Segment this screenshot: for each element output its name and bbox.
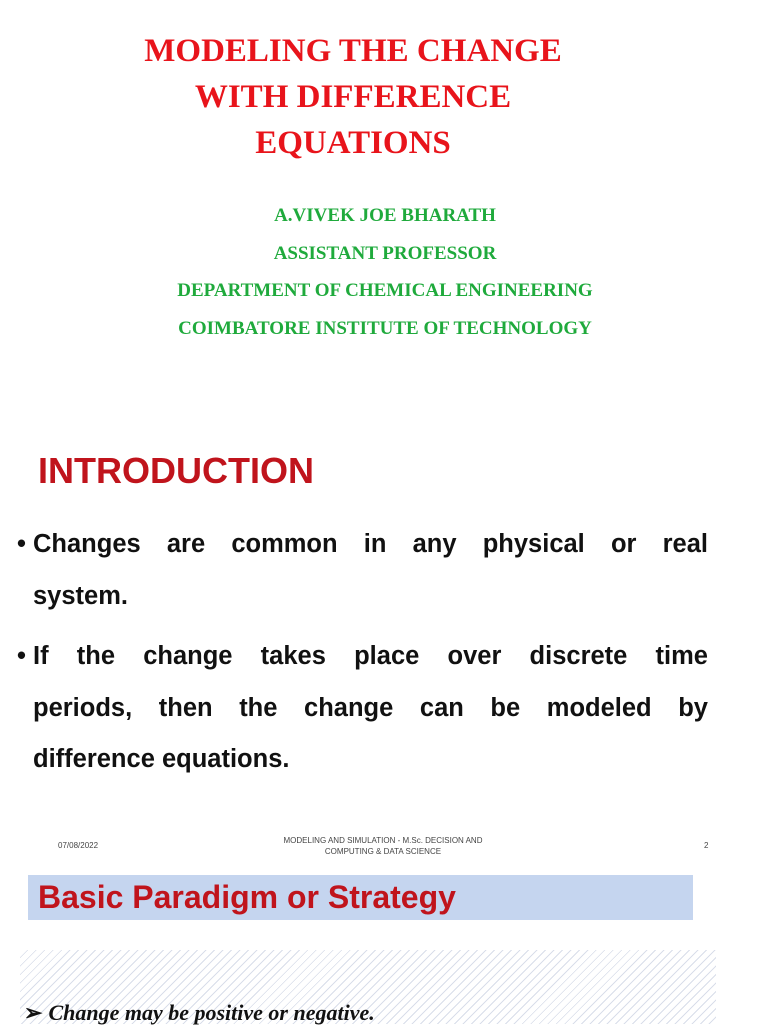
footer-course-line-1: MODELING AND SIMULATION - M.Sc. DECISION AND — [283, 836, 483, 845]
bullet-mark: • — [17, 530, 26, 558]
strategy-point-text: Change may be positive or negative. — [48, 1000, 375, 1025]
bullet-1-line-2: system. — [33, 581, 128, 610]
strategy-heading: Basic Paradigm or Strategy — [38, 879, 456, 915]
author-name: A.VIVEK JOE BHARATH — [274, 205, 496, 226]
bullet-item-2 — [17, 631, 708, 786]
strategy-heading-banner — [28, 875, 693, 920]
bullet-2-line-3: difference equations. — [33, 745, 290, 773]
title-line-2: WITH DIFFERENCE — [194, 79, 512, 115]
bullet-2-line-1: If the change takes place over discrete time — [33, 642, 708, 670]
footer-course-line-2: COMPUTING & DATA SCIENCE — [324, 847, 442, 856]
slide-title — [100, 28, 606, 166]
page-number: 2 — [704, 841, 709, 850]
title-line-1: MODELING THE CHANGE — [144, 33, 562, 69]
bullet-2-line-2: periods, then the change can be modeled by — [33, 693, 708, 722]
arrow-bullet-icon: ➢ — [24, 1000, 43, 1025]
footer-date: 07/08/2022 — [58, 841, 99, 850]
author-department: DEPARTMENT OF CHEMICAL ENGINEERING — [177, 280, 593, 301]
author-institute: COIMBATORE INSTITUTE OF TECHNOLOGY — [178, 317, 592, 339]
slide-footer — [0, 835, 768, 859]
bullet-mark: • — [17, 642, 26, 670]
title-line-3: EQUATIONS — [255, 125, 451, 161]
bullet-1-line-1: Changes are common in any physical or real — [33, 530, 708, 558]
author-position: ASSISTANT PROFESSOR — [273, 242, 497, 264]
bullet-item-1 — [17, 519, 708, 622]
author-block — [0, 197, 768, 347]
introduction-heading: INTRODUCTION — [38, 450, 314, 491]
footer-course — [270, 835, 496, 857]
